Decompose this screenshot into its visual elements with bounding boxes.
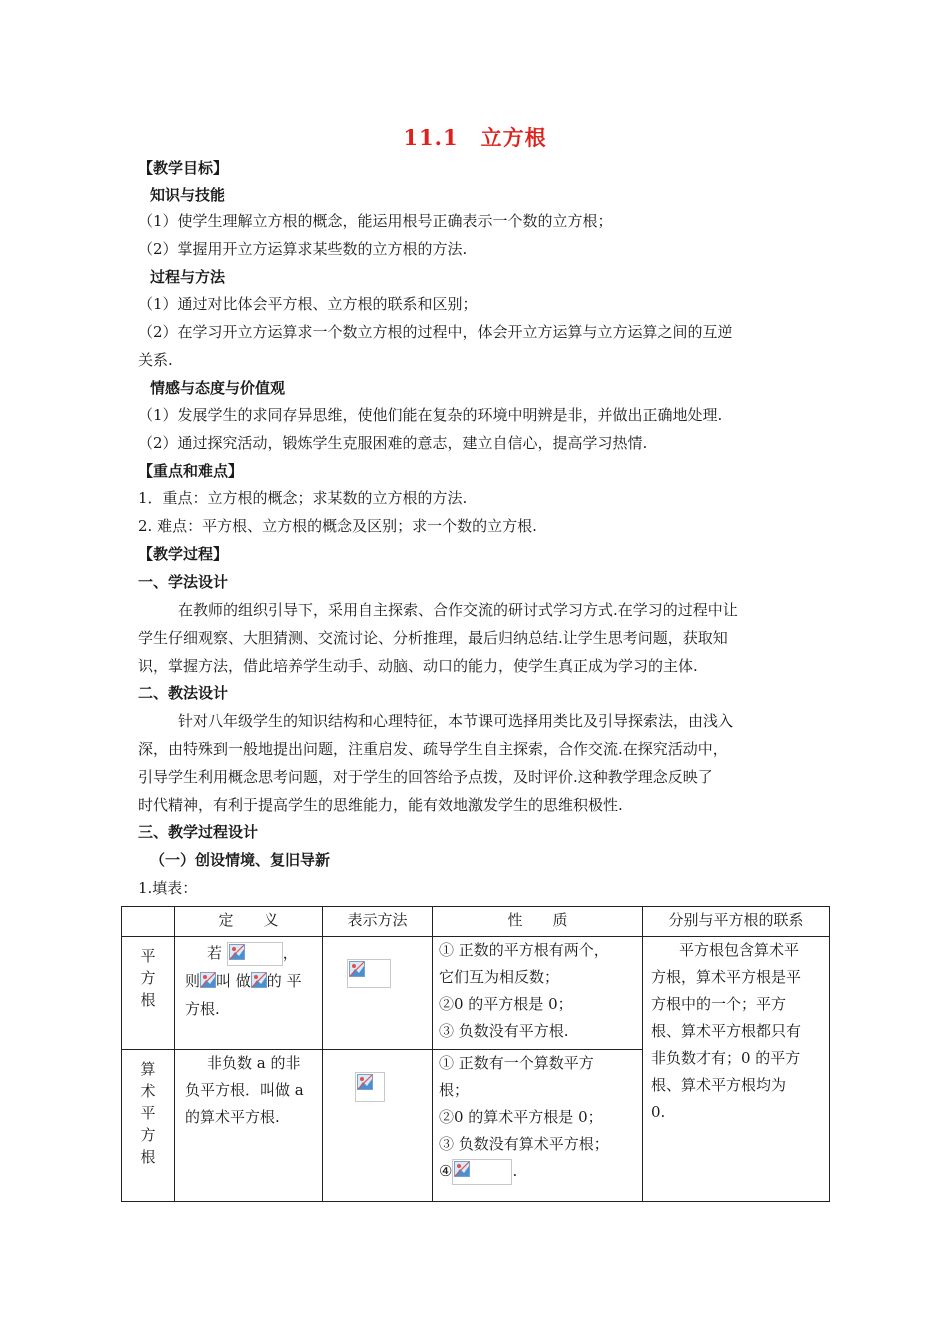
key-item-1: 1．重点：立方根的概念；求某数的立方根的方法.	[138, 489, 468, 507]
arithmetic-root-definition: 非负数 a 的非 负平方根．叫做 a 的算术平方根.	[175, 1050, 323, 1202]
relation-cell: 平方根包含算术平 方根，算术平方根是平 方根中的一个；平方 根、算术平方根都只有 非负数才有；0 的平方 根、算术平方根均为 0.	[643, 937, 830, 1202]
square-root-properties: ① 正数的平方根有两个， 它们互为相反数； ②0 的平方根是 0； ③ 负数没有平方根.	[433, 937, 643, 1050]
knowledge-header: 知识与技能	[150, 186, 226, 204]
process-item-2a: （2）在学习开立方运算求一个数立方根的过程中，体会开立方运算与立方运算之间的互逆	[138, 323, 733, 341]
broken-image-icon	[454, 1161, 470, 1177]
table-header-properties: 性 质	[433, 907, 643, 937]
table-header-relation: 分别与平方根的联系	[643, 907, 830, 937]
row-label-square-root: 平 方 根	[122, 937, 175, 1050]
emotion-item-2: （2）通过探究活动，锻炼学生克服困难的意志，建立自信心，提高学习热情.	[138, 434, 648, 452]
broken-image-icon	[200, 972, 216, 988]
process-item-2b: 关系.	[138, 351, 173, 369]
learn-paragraph-line-3: 识，掌握方法，借此培养学生动手、动脑、动口的能力，使学生真正成为学习的主体.	[138, 657, 698, 675]
table-row-square-root	[122, 937, 830, 1050]
arithmetic-root-properties: ① 正数有一个算数平方 根； ②0 的算术平方根是 0； ③ 负数没有算术平方根； ④ .	[433, 1050, 643, 1202]
process-header: 过程与方法	[150, 268, 226, 286]
process-main-header: 【教学过程】	[138, 545, 229, 563]
square-root-notation	[323, 937, 433, 1050]
teach-header: 二、教法设计	[138, 684, 229, 702]
key-header: 【重点和难点】	[138, 462, 244, 480]
table-header-notation: 表示方法	[323, 907, 433, 937]
learn-paragraph-line-2: 学生仔细观察、大胆猜测、交流讨论、分析推理，最后归纳总结.让学生思考问题，获取知	[138, 629, 728, 647]
formula-image-placeholder	[347, 959, 391, 988]
broken-image-icon	[251, 972, 267, 988]
knowledge-item-1: （1）使学生理解立方根的概念，能运用根号正确表示一个数的立方根；	[138, 212, 613, 230]
broken-image-icon	[349, 961, 365, 977]
knowledge-item-2: （2）掌握用开立方运算求某些数的立方根的方法.	[138, 240, 468, 258]
objectives-header: 【教学目标】	[138, 159, 229, 177]
step1-header: （一）创设情境、复旧导新	[150, 851, 331, 869]
table-header-definition: 定 义	[175, 907, 323, 937]
emotion-header: 情感与态度与价值观	[150, 379, 286, 397]
table-header-row	[122, 907, 830, 937]
teach-paragraph-line-2: 深，由特殊到一般地提出问题，注重启发、疏导学生自主探索，合作交流.在探究活动中，	[138, 740, 728, 758]
key-item-2: 2. 难点：平方根、立方根的概念及区别；求一个数的立方根.	[138, 517, 537, 535]
teach-paragraph-line-3: 引导学生利用概念思考问题，对于学生的回答给予点拨，及时评价.这种教学理念反映了	[138, 768, 713, 786]
formula-image-placeholder	[355, 1072, 385, 1102]
emotion-item-1: （1）发展学生的求同存异思维，使他们能在复杂的环境中明辨是非，并做出正确地处理.	[138, 406, 723, 424]
formula-image-placeholder	[227, 942, 283, 966]
broken-image-icon	[229, 944, 245, 960]
learn-header: 一、学法设计	[138, 573, 229, 591]
teach-paragraph-line-1: 针对八年级学生的知识结构和心理特征，本节课可选择用类比及引导探索法，由浅入	[178, 712, 734, 730]
row-label-arithmetic-square-root: 算 术 平 方 根	[122, 1050, 175, 1202]
teach-paragraph-line-4: 时代精神，有利于提高学生的思维能力，能有效地激发学生的思维积极性.	[138, 796, 623, 814]
learn-paragraph-line-1: 在教师的组织引导下，采用自主探索、合作交流的研讨式学习方式.在学习的过程中让	[178, 601, 738, 619]
broken-image-icon	[357, 1074, 373, 1090]
formula-image-placeholder	[452, 1159, 512, 1185]
arithmetic-root-notation	[323, 1050, 433, 1202]
page-title: 11.1 立方根	[403, 125, 547, 150]
fill-table-label: 1.填表：	[138, 879, 198, 897]
design-header: 三、教学过程设计	[138, 823, 259, 841]
comparison-table	[121, 906, 830, 1202]
square-root-definition: 若 ， 则 叫 做 的 平 方根.	[175, 937, 323, 1050]
table-header-empty	[122, 907, 175, 937]
process-item-1: （1）通过对比体会平方根、立方根的联系和区别；	[138, 295, 478, 313]
